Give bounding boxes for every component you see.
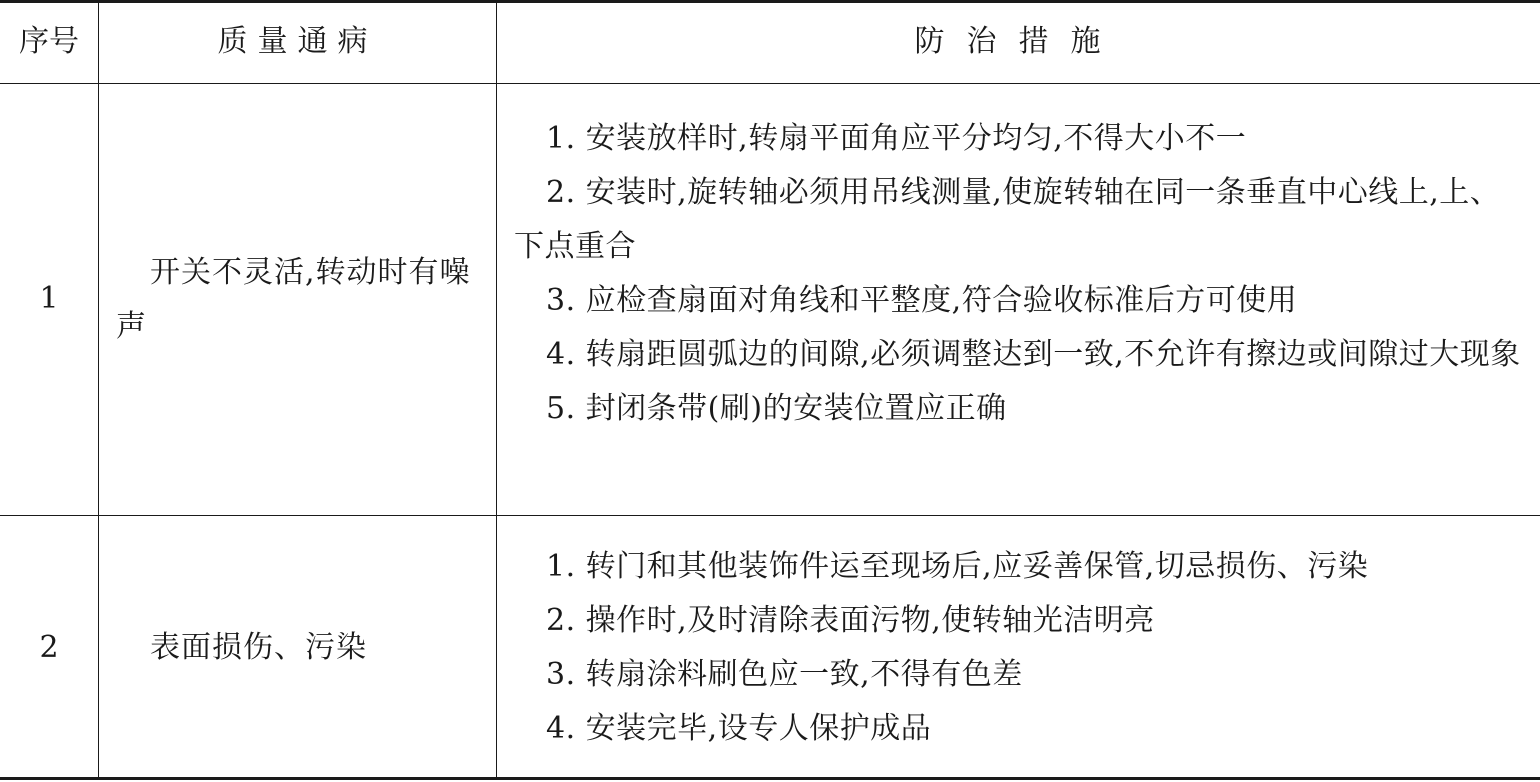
row-1-measure-item: 2. 安装时,旋转轴必须用吊线测量,使旋转轴在同一条垂直中心线上,上、下点重合 [514,175,1501,264]
row-2-measures [514,540,1526,756]
row-1-serial-number: 1 [39,281,59,316]
column-divider-2 [496,0,497,780]
row-1-measure-item: 5. 封闭条带(刷)的安装位置应正确 [546,391,1007,426]
row-1-measure-item: 4. 转扇距圆弧边的间隙,必须调整达到一致,不允许有擦边或间隙过大现象 [546,337,1521,372]
row-1-measures [514,112,1526,436]
table-bottom-rule [0,777,1540,780]
table-top-rule [0,0,1540,3]
header-bottom-rule [0,83,1540,84]
header-quality-issue: 质量通病 [217,24,378,59]
row-2-quality-issue: 表面损伤、污染 [150,630,367,665]
row-2-measure-item: 3. 转扇涂料刷色应一致,不得有色差 [546,657,1023,692]
row-divider [0,515,1540,516]
row-2-measure-item: 2. 操作时,及时清除表面污物,使转轴光洁明亮 [546,603,1155,638]
row-2-measure-item: 1. 转门和其他装饰件运至现场后,应妥善保管,切忌损伤、污染 [546,549,1369,584]
row-1-measure-item: 1. 安装放样时,转扇平面角应平分均匀,不得大小不一 [546,121,1247,156]
row-2-serial-number: 2 [39,630,59,665]
row-1-quality-issue: 开关不灵活,转动时有噪声 [116,255,471,344]
column-divider-1 [98,0,99,780]
header-prevention-measures: 防治措施 [914,24,1123,59]
row-2-measure-item: 4. 安装完毕,设专人保护成品 [546,711,932,746]
header-serial-number: 序号 [19,24,79,59]
row-1-measure-item: 3. 应检查扇面对角线和平整度,符合验收标准后方可使用 [546,283,1298,318]
